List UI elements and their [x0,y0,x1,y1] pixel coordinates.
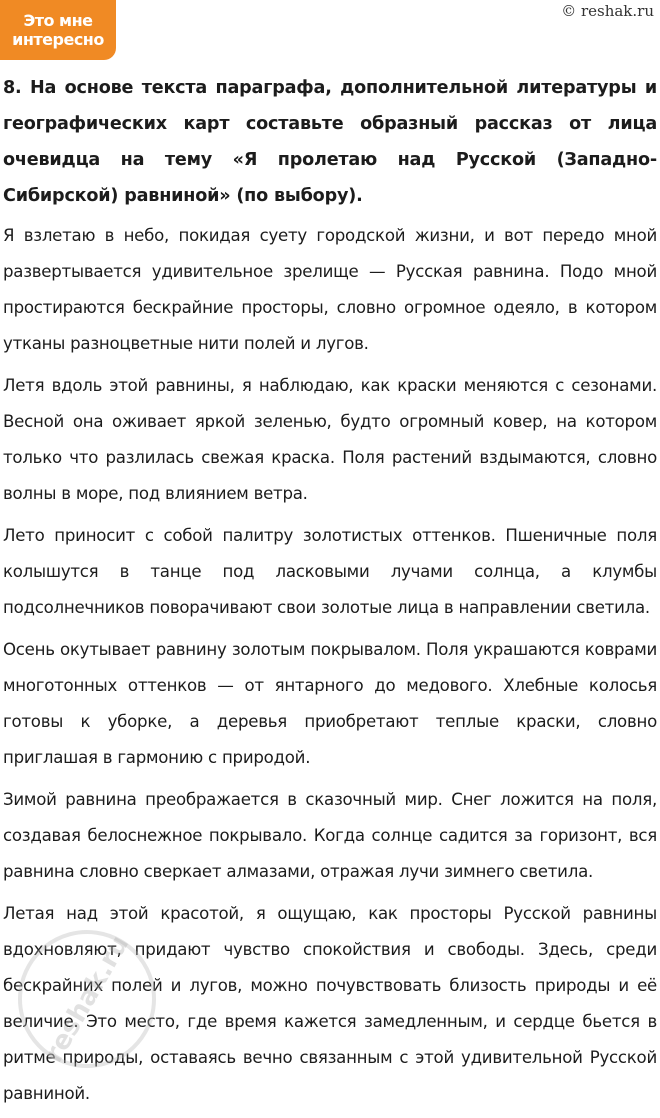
answer-paragraph-4: Осень окутывает равнину золотым покрывалом. Поля украшаются коврами многотонных оттенков — от янтарного до медового. Хлебные колосья готовы к уборке, а деревья приобретают теплые краски, словно приглашая в гармонию с природой. [3,640,657,767]
answer-content [3,70,657,1118]
watermark-text: reshak.ru [38,930,136,1068]
badge-line-2: интересно [12,30,104,49]
question-text: 8. На основе текста параграфа, дополнительной литературы и географических карт составьте образный рассказ от лица очевидца на тему «Я пролетаю над Русской (Западно-Сибирской) равниной» (по выбору). [3,78,657,206]
copyright-label: © reshak.ru [561,2,654,20]
badge-line-1: Это мне [23,11,93,30]
answer-paragraph-3: Лето приносит с собой палитру золотистых оттенков. Пшеничные поля колышутся в танце под ласковыми лучами солнца, а клумбы подсолнечников поворачивают свои золотые лица в направлении светила. [3,526,657,617]
answer-paragraph-5: Зимой равнина преображается в сказочный мир. Снег ложится на поля, создавая белоснежное покрывало. Когда солнце садится за горизонт, вся равнина словно сверкает алмазами, отражая лучи зимнего светила. [3,790,657,881]
section-badge [0,0,116,60]
answer-paragraph-2: Летя вдоль этой равнины, я наблюдаю, как краски меняются с сезонами. Весной она оживает яркой зеленью, будто огромный ковер, на котором только что разлилась свежая краска. Поля растений вздымаются, словно волны в море, под влиянием ветра. [3,376,657,503]
answer-paragraph-1: Я взлетаю в небо, покидая суету городской жизни, и вот передо мной развертывается удивительное зрелище — Русская равнина. Подо мной простираются бескрайние просторы, словно огромное одеяло, в котором утканы разноцветные нити полей и лугов. [3,226,657,353]
answer-paragraph-6: Летая над этой красотой, я ощущаю, как просторы Русской равнины вдохновляют, придают чувство спокойствия и свободы. Здесь, среди бескрайних полей и лугов, можно почувствовать близость природы и её величие. Это место, где время кажется замедленным, и сердце бьется в ритме природы, оставаясь вечно связанным с этой удивительной Русской равниной. [3,904,657,1103]
